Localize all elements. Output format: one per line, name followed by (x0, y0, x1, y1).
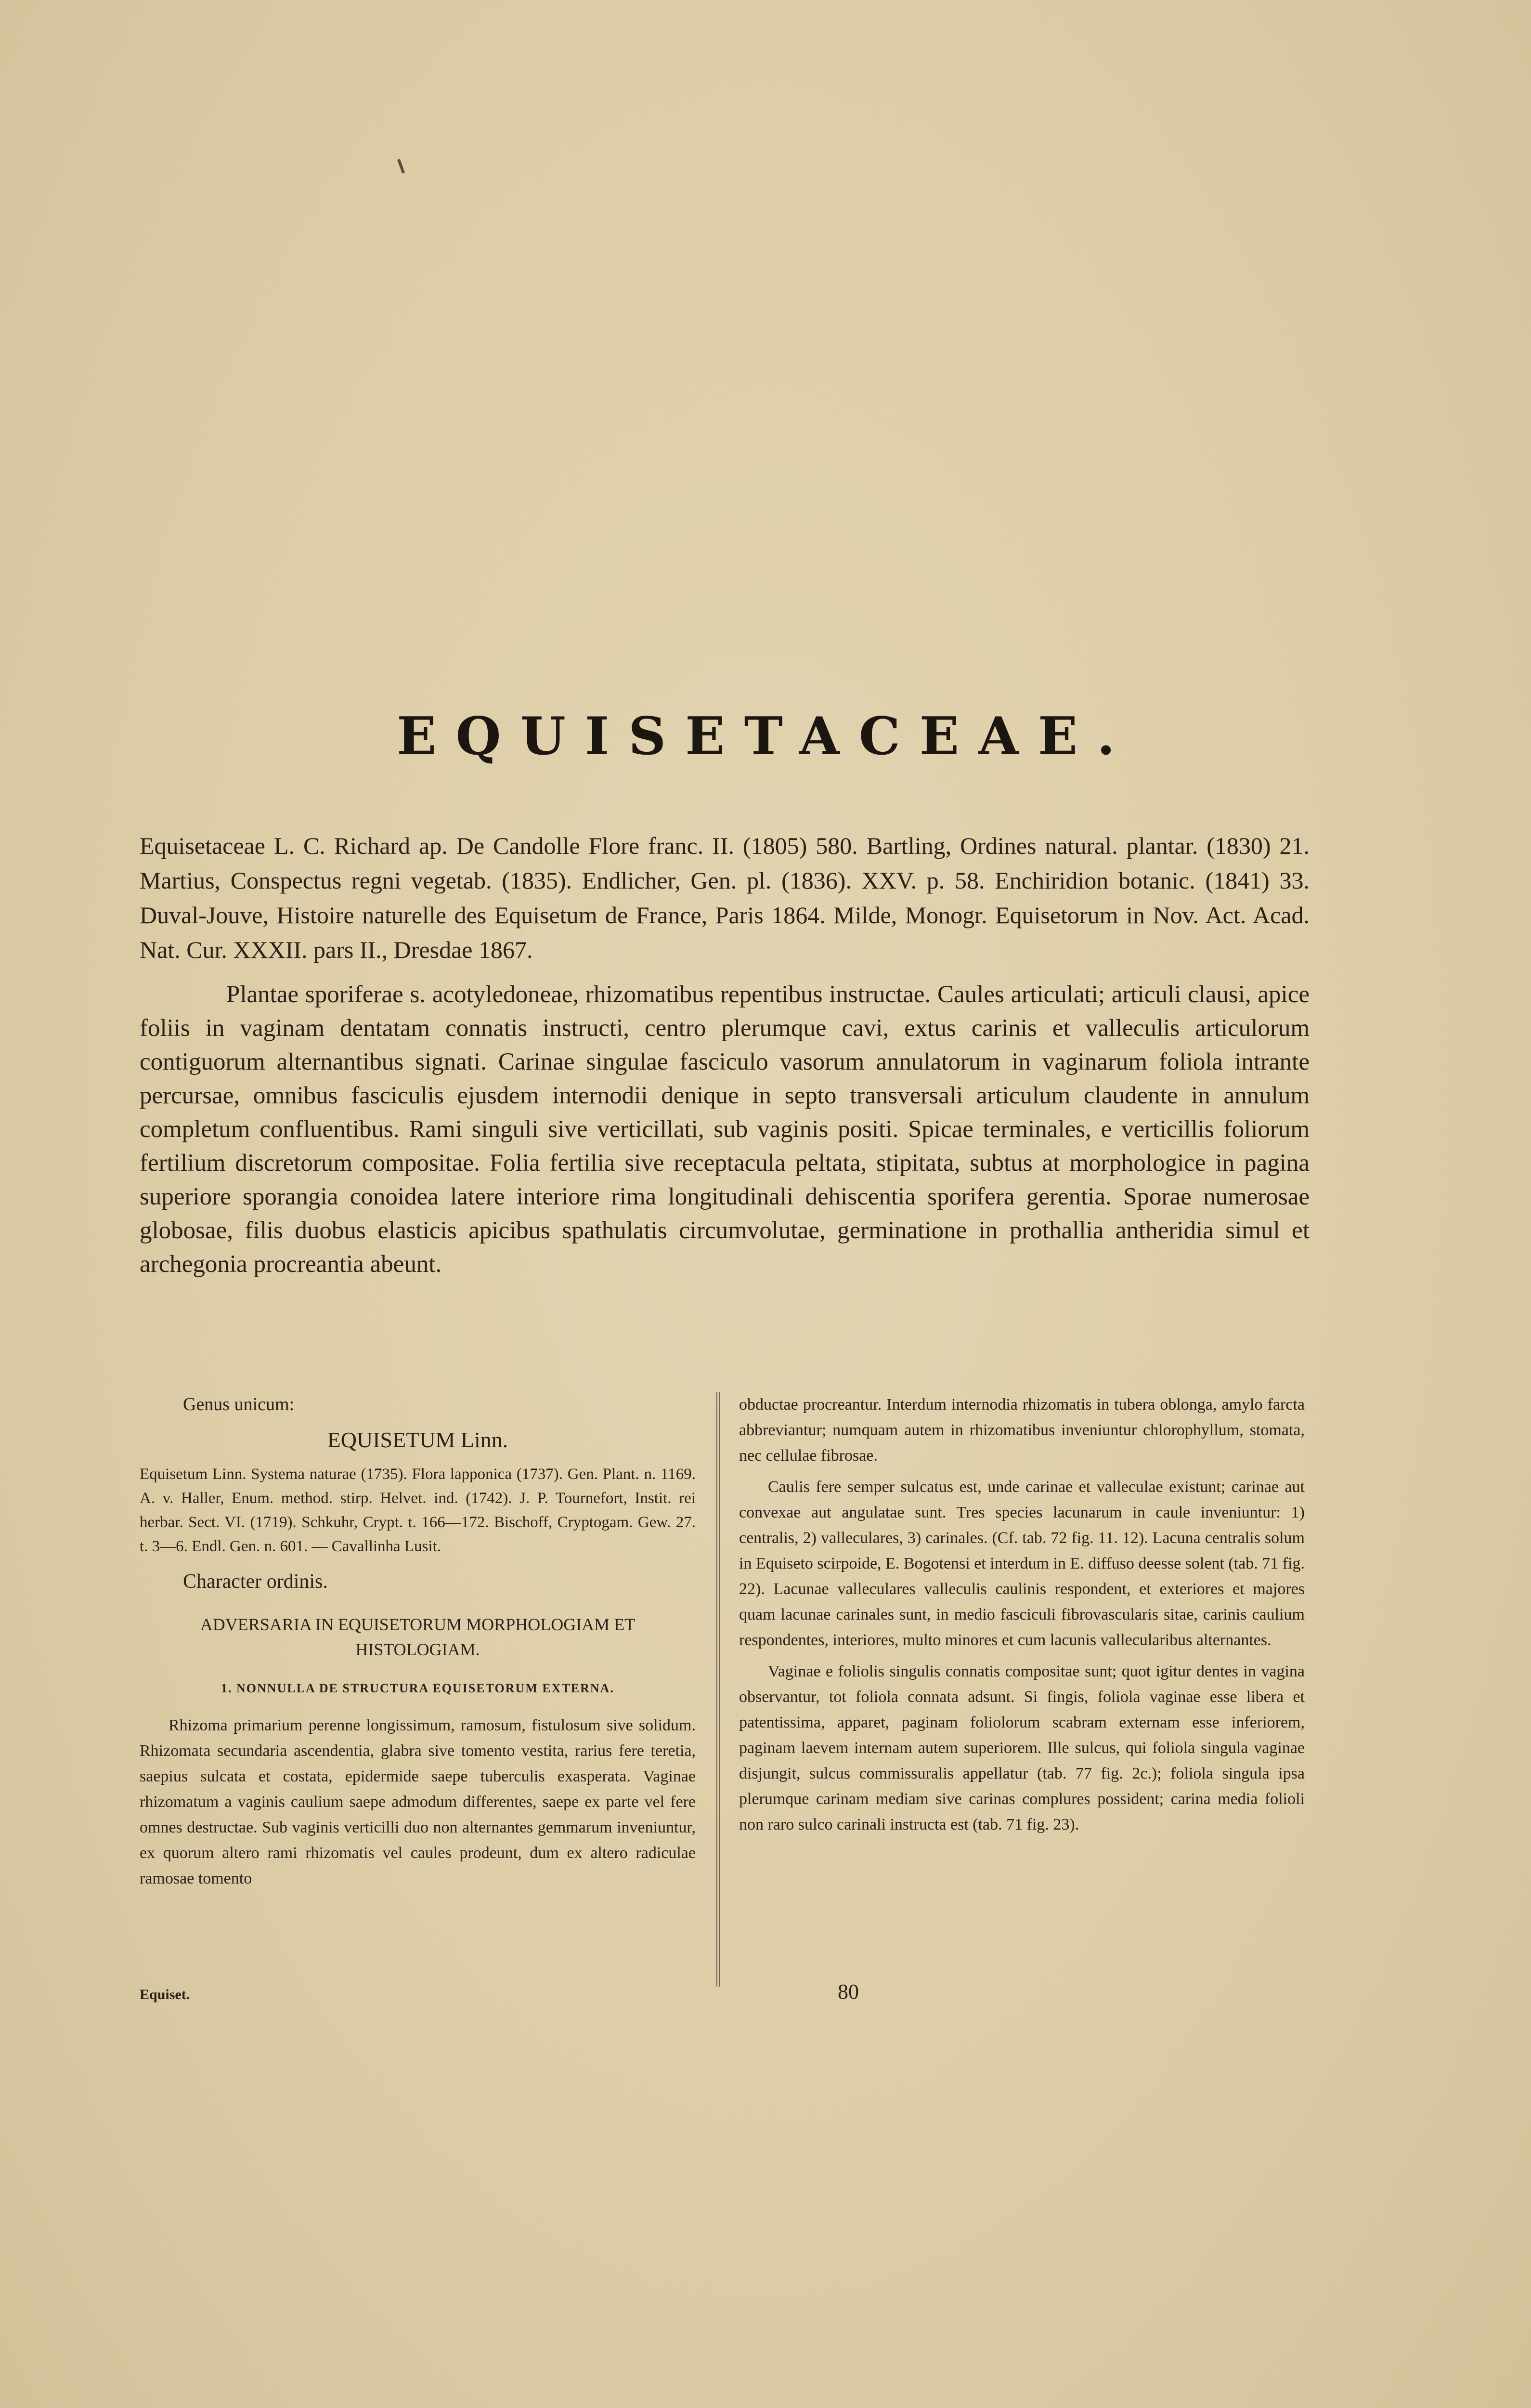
references: Equisetaceae L. C. Richard ap. De Candolle Flore franc. II. (1805) 580. Bartling, Ordines natural. plantar. (1830) 21. Martius, Conspectus regni vegetab. (1835). Endlicher, Gen. pl. (1836). XXV. p. 58. Enchiridion botanic. (1841) 33. Duval-Jouve, Histoire naturelle des Equisetum de France, Paris 1864. Milde, Monogr. Equisetorum in Nov. Act. Acad. Nat. Cur. XXXII. pars II., Dresdae 1867. (140, 832, 1310, 963)
genus-name: EQUISETUM Linn. (327, 1427, 508, 1452)
footer-signature: Equiset. (140, 1987, 190, 2002)
section-heading: 1. NONNULLA DE STRUCTURA EQUISETORUM EXTERNA. (221, 1681, 614, 1695)
right-paragraph-3: Vaginae e foliolis singulis connatis compositae sunt; quot igitur dentes in vagina observantur, tot foliola connata adsunt. Si fingis, foliola vaginae esse libera et patentissima, apparet, paginam foliolorum scabram externam esse inferiorem, paginam laevem internam autem superiorem. Ille sulcus, qui foliola singula vaginae disjungit, sulcus commissuralis appellatur (tab. 77 fig. 2c.); foliola singula ipsa plerumque carinam mediam sive carinas complures possident; carina media folioli non raro sulco carinali instructa est (tab. 71 fig. 23). (739, 1662, 1305, 1833)
character-heading: Character ordinis. (183, 1570, 328, 1593)
left-column (140, 1392, 696, 1897)
right-paragraph-2: Caulis fere semper sulcatus est, unde carinae et valleculae existunt; carinae aut convexae aut angulatae sunt. Tres species lacunarum in caule inveniuntur: 1) centralis, 2) valleculares, 3) carinales. (Cf. tab. 72 fig. 11. 12). Lacuna centralis solum in Equiseto scirpoide, E. Bogotensi et interdum in E. diffuso deesse solent (tab. 71 fig. 22). Lacunae valleculares valleculis caulinis respondent, et exteriores et majores quam lacunae carinales sunt, in medio fasciculi fibrovascularis sitae, carinis caulium respondentes, interiores, multo minores et cum lacunis vallecularibus alternantes. (739, 1478, 1305, 1649)
page-title: EQUISETACEAE. (397, 706, 1134, 767)
column-divider (716, 1392, 720, 1987)
intro-paragraph: Plantae sporiferae s. acotyledoneae, rhizomatibus repentibus instructae. Caules articulati; articuli clausi, apice foliis in vaginam dentatam connatis instructi, centro plerumque cavi, extus carinis et valleculis articulorum contiguorum alternantibus signati. Carinae singulae fasciculo vasorum annulatorum in vaginarum foliola intrante percursae, omnibus fasciculis ejusdem internodii denique in septo transversali articulum claudente in annulum completum confluentibus. Rami singuli sive verticillati, sub vaginis positi. Spicae terminales, e verticillis foliorum fertilium discretorum compositae. Folia fertilia sive receptacula peltata, stipitata, subtus at morphologice in pagina superiore sporangia conoidea latere interiore rima longitudinali dehiscentia sporifera gerentia. Sporae numerosae globosae, filis duobus elasticis apicibus spathulatis circumvolutae, germinatione in prothallia antheridia simul et archegonia procreantia abeunt. (140, 981, 1310, 1278)
rhizoma-paragraph: Rhizoma primarium perenne longissimum, ramosum, fistulosum sive solidum. Rhizomata secundaria ascendentia, glabra sive tomento vestita, rarius fere teretia, saepius sulcata et costata, epidermide saepe tuberculis exasperata. Vaginae rhizomatum a vaginis caulium saepe admodum differentes, saepe ex parte vel fere omnes destructae. Sub vaginis verticilli duo non alternantes gemmarum inveniuntur, ex quorum altero rami rhizomatis vel caules prodeunt, dum ex altero radiculae ramosae tomento (140, 1716, 696, 1887)
genus-label: Genus unicum: (183, 1394, 295, 1414)
genus-synonyms: Equisetum Linn. Systema naturae (1735). Flora lapponica (1737). Gen. Plant. n. 1169. A. v. Haller, Enum. method. stirp. Helvet. ind. (1742). J. P. Tournefort, Instit. rei herbar. Sect. VI. (1719). Schkuhr, Crypt. t. 166—172. Bischoff, Cryptogam. Gew. 27. t. 3—6. Endl. Gen. n. 601. — Cavallinha Lusit. (140, 1466, 696, 1555)
stray-mark (397, 159, 405, 173)
page-number: 80 (838, 1980, 859, 2003)
right-paragraph-1: obductae procreantur. Interdum internodia rhizomatis in tubera oblonga, amylo farcta abbreviantur; numquam autem in rhizomatibus inveniuntur chlorophyllum, stomata, nec cellulae fibrosae. (739, 1396, 1305, 1465)
right-column (739, 1392, 1305, 1843)
adversaria-heading: ADVERSARIA IN EQUISETORUM MORPHOLOGIAM ET HISTOLOGIAM. (200, 1615, 636, 1659)
